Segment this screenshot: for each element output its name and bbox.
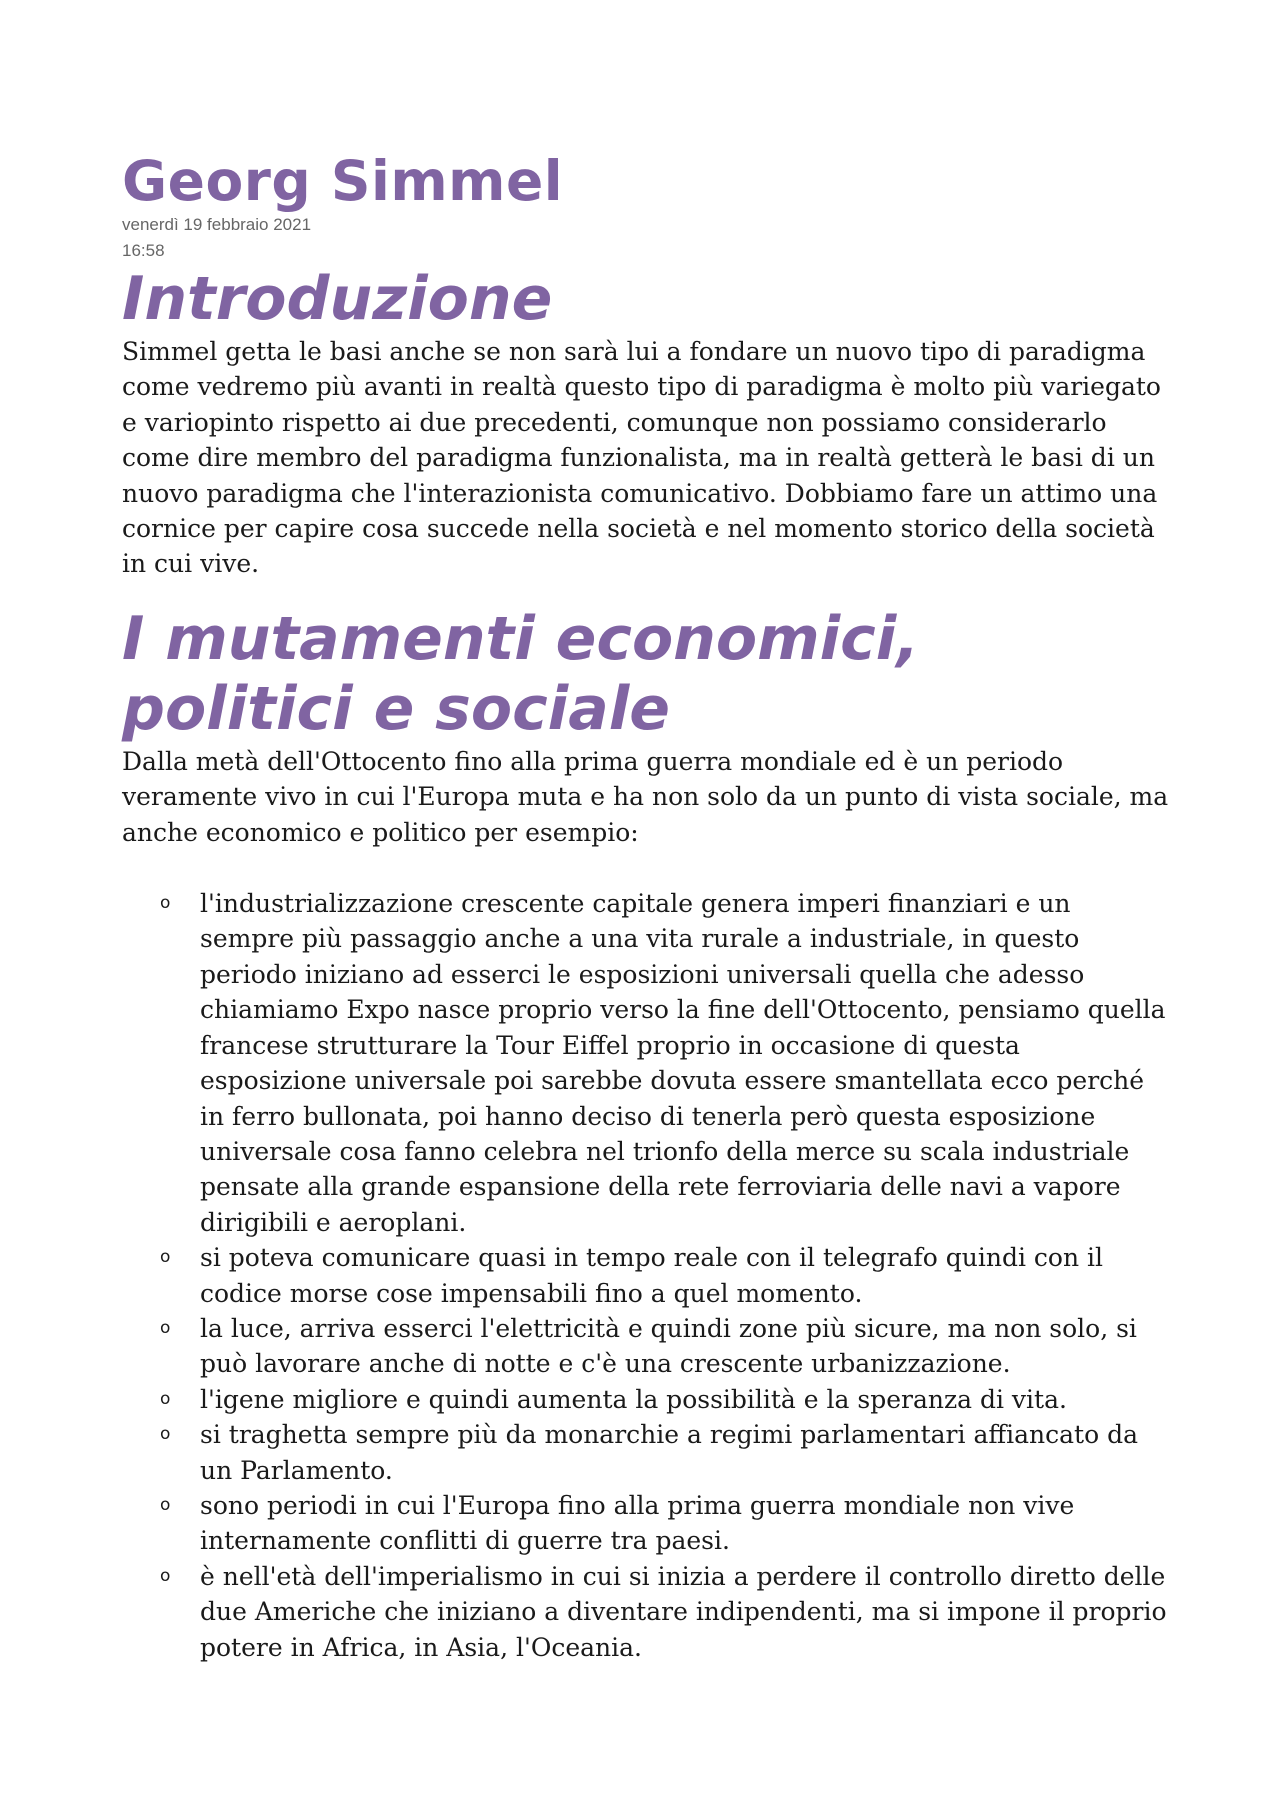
section-heading-mutamenti-line1: I mutamenti economici,	[122, 603, 920, 674]
section-heading-introduzione: Introduzione	[122, 264, 553, 334]
note-time: 16:58	[122, 241, 165, 260]
section-heading-mutamenti-line2: politici e sociale	[122, 673, 670, 744]
list-item-text: si poteva comunicare quasi in tempo reale con il telegrafo quindi con il codice morse cose impensabili fino a quel momento.	[200, 1243, 1103, 1308]
list-item	[122, 1382, 1172, 1417]
note-page	[122, 150, 1172, 1665]
list-item-text: si traghetta sempre più da monarchie a regimi parlamentari affiancato da un Parlamento.	[200, 1420, 1138, 1485]
bullet-circle-icon: o	[160, 893, 171, 914]
mutamenti-paragraph: Dalla metà dell'Ottocento fino alla prima guerra mondiale ed è un periodo veramente vivo in cui l'Europa muta e ha non solo da un punto di vista sociale, ma anche economico e politico per esempio:	[122, 746, 1169, 847]
list-item	[122, 1417, 1172, 1488]
list-item	[122, 886, 1172, 1240]
list-item-text: è nell'età dell'imperialismo in cui si inizia a perdere il controllo diretto delle due Americhe che iniziano a diventare indipendenti, ma si impone il proprio potere in Africa, in Asia, l'Oceania.	[200, 1561, 1167, 1662]
list-item-text: sono periodi in cui l'Europa fino alla prima guerra mondiale non vive internamente conflitti di guerre tra paesi.	[200, 1490, 1075, 1556]
bullet-circle-icon: o	[160, 1494, 171, 1515]
intro-paragraph: Simmel getta le basi anche se non sarà lui a fondare un nuovo tipo di paradigma come vedremo più avanti in realtà questo tipo di paradigma è molto più variegato e variopinto rispetto ai due precedenti, comunque non possiamo considerarlo come dire membro del paradigma funzionalista, ma in realtà getterà le basi di un nuovo paradigma che l'interazionista comunicativo. Dobbiamo fare un attimo una cornice per capire cosa succede nella società e nel momento storico della società in cui vive.	[122, 337, 1161, 579]
list-item	[122, 1311, 1172, 1382]
list-item-text: l'industrializzazione crescente capitale genera imperi finanziari e un sempre più passaggio anche a una vita rurale a industriale, in questo periodo iniziano ad esserci le esposizioni universali quella che adesso chiamiamo Expo nasce proprio verso la fine dell'Ottocento, pensiamo quella francese strutturare la Tour Eiffel proprio in occasione di questa esposizione universale poi sarebbe dovuta essere smantellata ecco perché in ferro bullonata, poi hanno deciso di tenerla però questa esposizione universale cosa fanno celebra nel trionfo della merce su scala industriale pensate alla grande espansione della rete ferroviaria delle navi a vapore dirigibili e aeroplani.	[200, 889, 1166, 1237]
list-item-text: l'igene migliore e quindi aumenta la possibilità e la speranza di vita.	[200, 1384, 1067, 1414]
bullet-circle-icon: o	[160, 1424, 171, 1445]
section-heading-mutamenti	[122, 604, 1172, 744]
bullet-circle-icon: o	[160, 1247, 171, 1268]
note-date: venerdì 19 febbraio 2021	[122, 215, 312, 234]
list-item	[122, 1240, 1172, 1311]
list-item-text: la luce, arriva esserci l'elettricità e quindi zone più sicure, ma non solo, si può lavorare anche di notte e c'è una crescente urbanizzazione.	[200, 1313, 1137, 1379]
list-item	[122, 1559, 1172, 1665]
mutamenti-bullet-list	[122, 886, 1172, 1665]
bullet-circle-icon: o	[160, 1565, 171, 1586]
bullet-circle-icon: o	[160, 1388, 171, 1409]
list-item	[122, 1488, 1172, 1559]
page-title: Georg Simmel	[122, 149, 564, 213]
bullet-circle-icon: o	[160, 1317, 171, 1338]
